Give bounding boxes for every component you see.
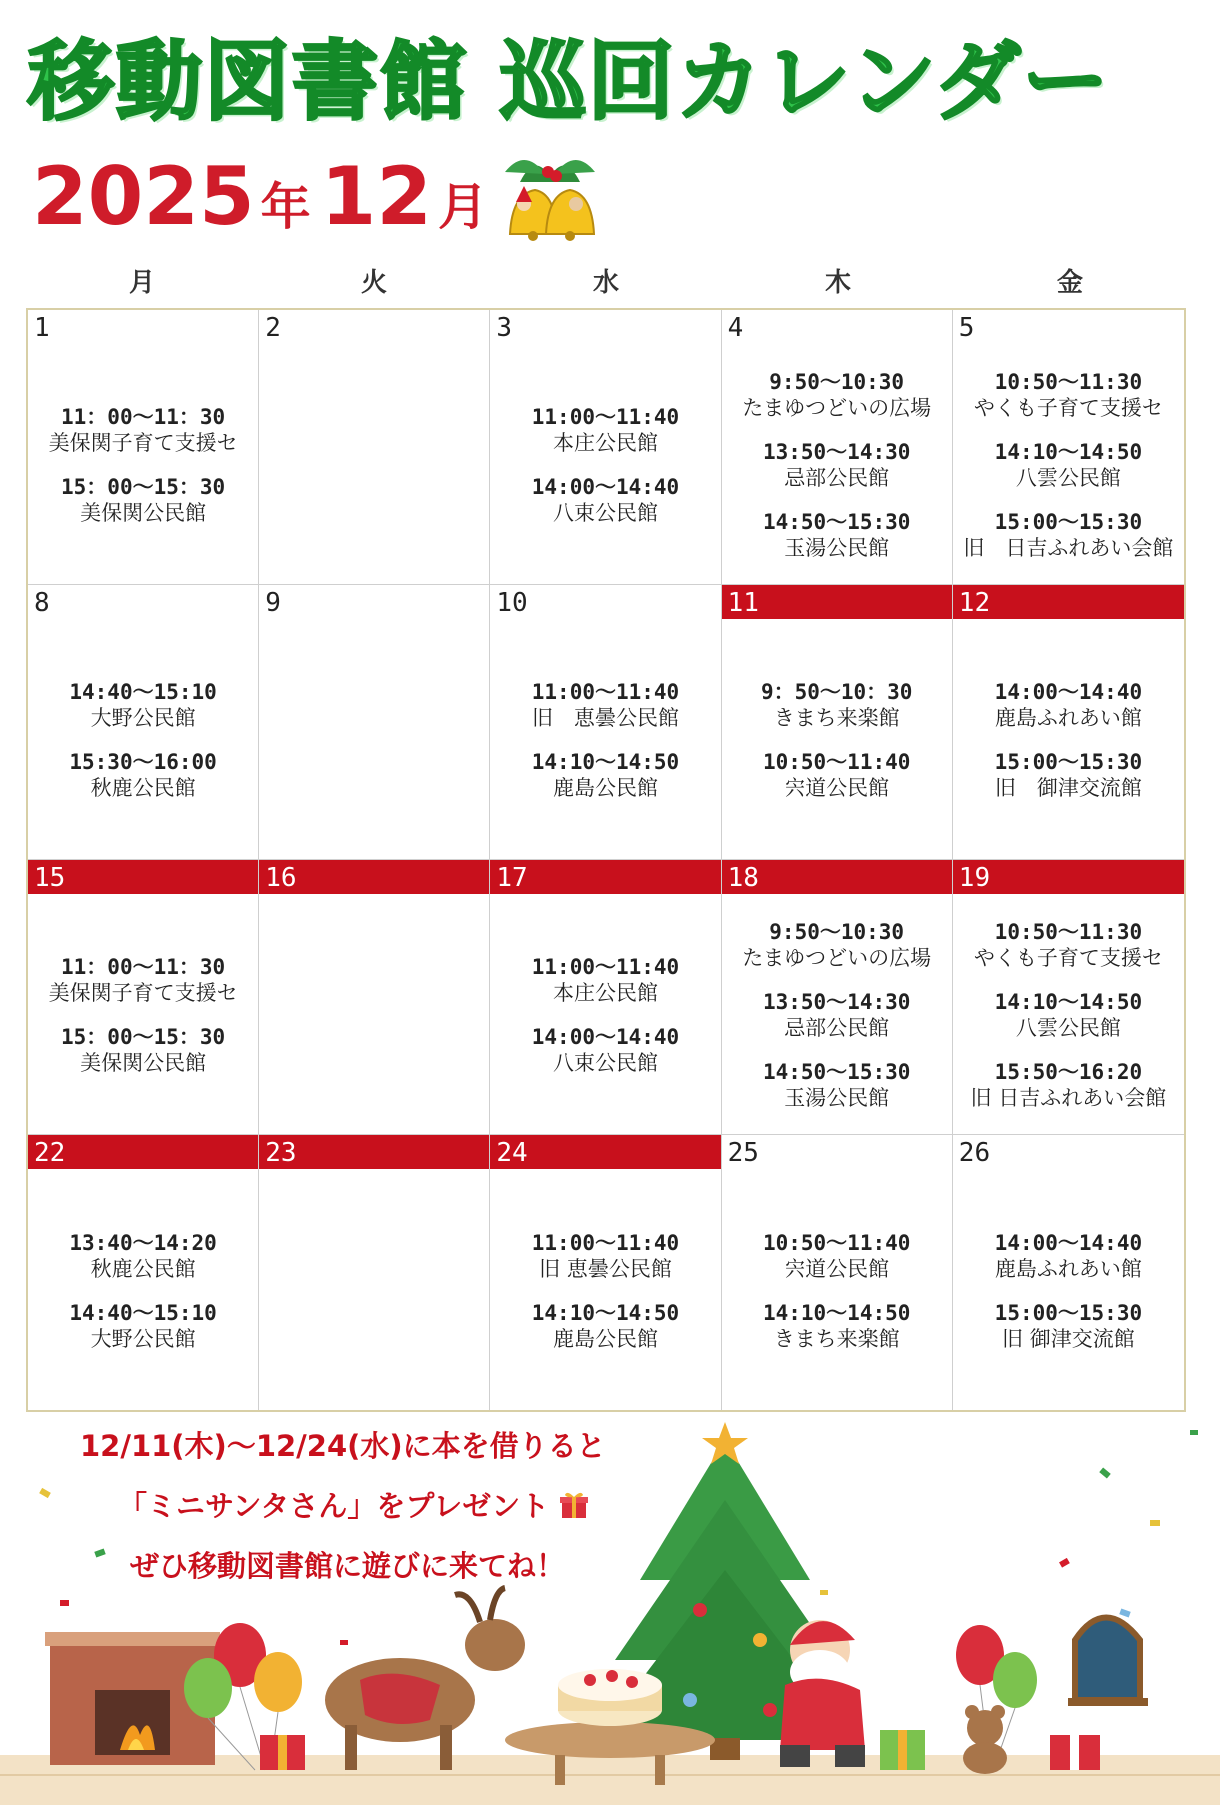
event-time: 14:40～15:10 xyxy=(69,680,217,704)
event-item xyxy=(995,749,1142,801)
event-place: 旧 恵曇公民館 xyxy=(539,1256,672,1281)
day-number: 8 xyxy=(34,588,50,618)
event-place: 美保関公民館 xyxy=(80,501,207,525)
calendar-day-cell xyxy=(490,1135,721,1410)
event-place: 旧 日吉ふれあい会館 xyxy=(970,1086,1167,1110)
event-place: 本庄公民館 xyxy=(552,981,658,1005)
day-number: 17 xyxy=(490,860,720,894)
event-place: 八雲公民館 xyxy=(1015,466,1121,490)
weekday-fri: 金 xyxy=(1056,268,1083,298)
event-time: 14:00～14:40 xyxy=(994,680,1143,704)
event-place: 玉湯公民館 xyxy=(784,536,890,560)
event-place: 美保関公民館 xyxy=(80,1051,207,1075)
event-item xyxy=(995,1230,1142,1282)
event-time: 13:50～14:30 xyxy=(762,990,911,1014)
event-place: 美保関子育て支援セ xyxy=(48,981,238,1005)
day-number: 3 xyxy=(496,313,513,343)
calendar-day-cell xyxy=(28,1135,259,1410)
calendar-day-cell xyxy=(722,860,953,1135)
event-place: 鹿島公民館 xyxy=(552,776,658,800)
event-item xyxy=(763,1230,910,1282)
event-time: 14:10～14:50 xyxy=(994,440,1143,464)
event-place: やくも子育て支援セ xyxy=(973,396,1163,420)
day-number: 18 xyxy=(722,860,952,894)
event-time: 13:50～14:30 xyxy=(762,440,911,464)
weekday-header xyxy=(26,262,1186,299)
day-number: 26 xyxy=(958,1138,991,1168)
event-time: 11:00～11:40 xyxy=(531,1230,680,1255)
event-time: 14:10～14:50 xyxy=(994,990,1143,1014)
year-unit: 年 xyxy=(260,178,311,236)
event-place: 八束公民館 xyxy=(552,501,658,525)
event-item xyxy=(742,369,931,421)
day-events xyxy=(28,629,258,851)
event-place: たまゆつどいの広場 xyxy=(742,946,932,970)
day-number: 2 xyxy=(265,313,281,343)
event-item xyxy=(995,439,1142,491)
calendar-day-cell xyxy=(259,310,490,585)
event-time: 10:50～11:30 xyxy=(994,370,1143,394)
day-number: 10 xyxy=(496,588,528,618)
year-number: 2025 xyxy=(32,150,255,243)
event-place: 大野公民館 xyxy=(90,1326,196,1351)
calendar-day-cell xyxy=(28,310,259,585)
event-time: 9：50～10：30 xyxy=(760,680,913,704)
weekday-wed: 水 xyxy=(592,268,619,298)
month-heading xyxy=(32,150,498,243)
event-time: 14:10～14:50 xyxy=(531,750,680,774)
event-place: 大野公民館 xyxy=(90,706,196,730)
day-number: 11 xyxy=(722,585,952,619)
day-number: 16 xyxy=(259,860,489,894)
event-time: 15:00～15:30 xyxy=(994,510,1143,534)
day-number: 15 xyxy=(28,860,258,894)
calendar-day-cell xyxy=(490,860,721,1135)
day-number: 25 xyxy=(727,1138,759,1168)
event-time: 10:50～11:40 xyxy=(762,1230,911,1255)
event-item xyxy=(742,919,931,971)
event-place: 本庄公民館 xyxy=(552,431,658,455)
day-number: 5 xyxy=(958,313,975,343)
day-number: 1 xyxy=(34,313,50,343)
event-item xyxy=(69,1300,216,1352)
event-time: 14:10～14:50 xyxy=(762,1300,911,1325)
gift-icon xyxy=(559,1490,589,1520)
event-item xyxy=(69,679,216,731)
day-number: 9 xyxy=(265,588,281,618)
event-place: 鹿島公民館 xyxy=(552,1326,658,1351)
event-place: 八雲公民館 xyxy=(1015,1016,1121,1040)
event-place: 旧 御津交流館 xyxy=(1002,1326,1135,1351)
calendar-day-cell xyxy=(259,1135,490,1410)
event-time: 14:50～15:30 xyxy=(762,1060,911,1084)
event-place: やくも子育て支援セ xyxy=(973,946,1163,970)
event-time: 9:50～10:30 xyxy=(769,920,905,944)
event-time: 11：00～11：30 xyxy=(61,955,226,979)
event-time: 14:40～15:10 xyxy=(69,1300,217,1325)
day-number: 4 xyxy=(727,313,744,343)
event-time: 15:00～15:30 xyxy=(994,750,1143,774)
event-place: 玉湯公民館 xyxy=(784,1086,890,1110)
event-item xyxy=(49,954,238,1006)
calendar-day-cell xyxy=(259,585,490,860)
notice-line-2-wrap xyxy=(118,1484,589,1525)
event-time: 15:30～16:00 xyxy=(69,750,217,774)
event-time: 14:00～14:40 xyxy=(531,475,680,499)
event-time: 14:50～15:30 xyxy=(762,510,911,534)
event-time: 14:00～14:40 xyxy=(531,1025,680,1049)
day-events xyxy=(953,904,1184,1126)
event-place: 鹿島ふれあい館 xyxy=(994,1256,1142,1281)
event-place: 旧 恵曇公民館 xyxy=(531,706,679,730)
event-item xyxy=(963,509,1173,561)
weekday-thu: 木 xyxy=(824,268,851,298)
christmas-party-illustration xyxy=(0,1410,1220,1805)
event-item xyxy=(974,919,1163,971)
event-time: 11:00～11:40 xyxy=(531,405,680,429)
event-place: 宍道公民館 xyxy=(784,776,890,800)
event-item xyxy=(532,954,679,1006)
calendar-day-cell xyxy=(490,585,721,860)
month-number: 12 xyxy=(320,150,432,243)
page-title: 移動図書館 巡回カレンダー xyxy=(28,32,1111,132)
event-time: 15:00～15:30 xyxy=(994,1300,1143,1325)
event-item xyxy=(532,474,679,526)
event-place: たまゆつどいの広場 xyxy=(742,396,932,420)
calendar-grid xyxy=(26,308,1186,1412)
day-events xyxy=(722,1179,952,1402)
notice-line-3: ぜひ移動図書館に遊びに来てね！ xyxy=(130,1549,566,1583)
day-events xyxy=(259,629,489,851)
calendar-day-cell xyxy=(490,310,721,585)
event-time: 10:50～11:40 xyxy=(762,750,911,774)
event-item xyxy=(532,404,679,456)
calendar-day-cell xyxy=(28,860,259,1135)
event-time: 14:10～14:50 xyxy=(531,1300,680,1325)
day-events xyxy=(28,904,258,1126)
calendar-day-cell xyxy=(953,1135,1184,1410)
day-events xyxy=(953,354,1184,576)
event-item xyxy=(995,1300,1142,1352)
event-time: 11：00～11：30 xyxy=(61,405,226,429)
event-item xyxy=(49,404,238,456)
event-item xyxy=(532,749,679,801)
event-place: きまち来楽館 xyxy=(773,1326,900,1351)
event-item xyxy=(763,989,910,1041)
event-time: 11:00～11:40 xyxy=(531,955,680,979)
event-item xyxy=(763,749,910,801)
event-item xyxy=(971,1059,1167,1111)
calendar-day-cell xyxy=(259,860,490,1135)
event-place: 八束公民館 xyxy=(552,1051,658,1075)
event-place: 旧 御津交流館 xyxy=(994,776,1142,800)
event-item xyxy=(532,1230,679,1282)
day-number: 12 xyxy=(953,585,1184,619)
calendar-day-cell xyxy=(953,585,1184,860)
event-place: きまち来楽館 xyxy=(773,706,900,730)
day-number: 19 xyxy=(953,860,1184,894)
day-number: 22 xyxy=(28,1135,258,1169)
event-time: 14:00～14:40 xyxy=(994,1230,1143,1255)
event-place: 忌部公民館 xyxy=(784,1016,890,1040)
event-time: 15:50～16:20 xyxy=(994,1060,1143,1084)
event-time: 15：00～15：30 xyxy=(61,1025,226,1049)
day-number: 23 xyxy=(259,1135,489,1169)
event-place: 宍道公民館 xyxy=(784,1256,890,1281)
day-number: 24 xyxy=(490,1135,720,1169)
day-events xyxy=(259,1179,489,1402)
event-place: 鹿島ふれあい館 xyxy=(994,706,1142,730)
event-item xyxy=(61,1024,225,1076)
month-unit: 月 xyxy=(437,178,488,236)
event-item xyxy=(532,679,679,731)
day-events xyxy=(953,629,1184,851)
event-item xyxy=(763,1300,910,1352)
event-place: 秋鹿公民館 xyxy=(90,776,196,800)
event-item xyxy=(532,1024,679,1076)
event-time: 10:50～11:30 xyxy=(994,920,1143,944)
holly-bells-icon xyxy=(490,142,610,242)
day-events xyxy=(259,354,489,576)
event-item xyxy=(69,749,216,801)
event-item xyxy=(61,474,225,526)
event-place: 忌部公民館 xyxy=(784,466,890,490)
event-place: 秋鹿公民館 xyxy=(90,1256,196,1281)
event-item xyxy=(974,369,1163,421)
event-place: 美保関子育て支援セ xyxy=(48,431,238,455)
notice-line-1: 12/11(木)～12/24(水)に本を借りると xyxy=(80,1429,606,1463)
event-time: 11:00～11:40 xyxy=(531,680,680,704)
event-item xyxy=(532,1300,679,1352)
event-item xyxy=(763,1059,910,1111)
calendar-day-cell xyxy=(28,585,259,860)
event-time: 13:40～14:20 xyxy=(69,1230,217,1255)
weekday-tue: 火 xyxy=(360,268,387,298)
calendar-day-cell xyxy=(953,310,1184,585)
day-events xyxy=(722,904,952,1126)
event-time: 9:50～10:30 xyxy=(769,370,905,394)
day-events xyxy=(722,354,952,576)
day-events xyxy=(28,1179,258,1402)
calendar-day-cell xyxy=(722,1135,953,1410)
day-events xyxy=(722,629,952,851)
day-events xyxy=(259,904,489,1126)
event-place: 旧 日吉ふれあい会館 xyxy=(963,536,1174,560)
event-item xyxy=(69,1230,216,1282)
event-item xyxy=(995,989,1142,1041)
day-events xyxy=(490,354,720,576)
day-events xyxy=(490,629,720,851)
notice-line-2: 「ミニサンタさん」をプレゼント xyxy=(118,1489,550,1523)
day-events xyxy=(490,1179,720,1402)
day-events xyxy=(28,354,258,576)
day-events xyxy=(953,1179,1184,1402)
event-item xyxy=(761,679,913,731)
calendar-day-cell xyxy=(722,585,953,860)
event-item xyxy=(763,509,910,561)
calendar-day-cell xyxy=(953,860,1184,1135)
event-time: 15：00～15：30 xyxy=(61,475,226,499)
event-item xyxy=(763,439,910,491)
day-events xyxy=(490,904,720,1126)
weekday-mon: 月 xyxy=(128,268,155,298)
event-item xyxy=(995,679,1142,731)
calendar-day-cell xyxy=(722,310,953,585)
